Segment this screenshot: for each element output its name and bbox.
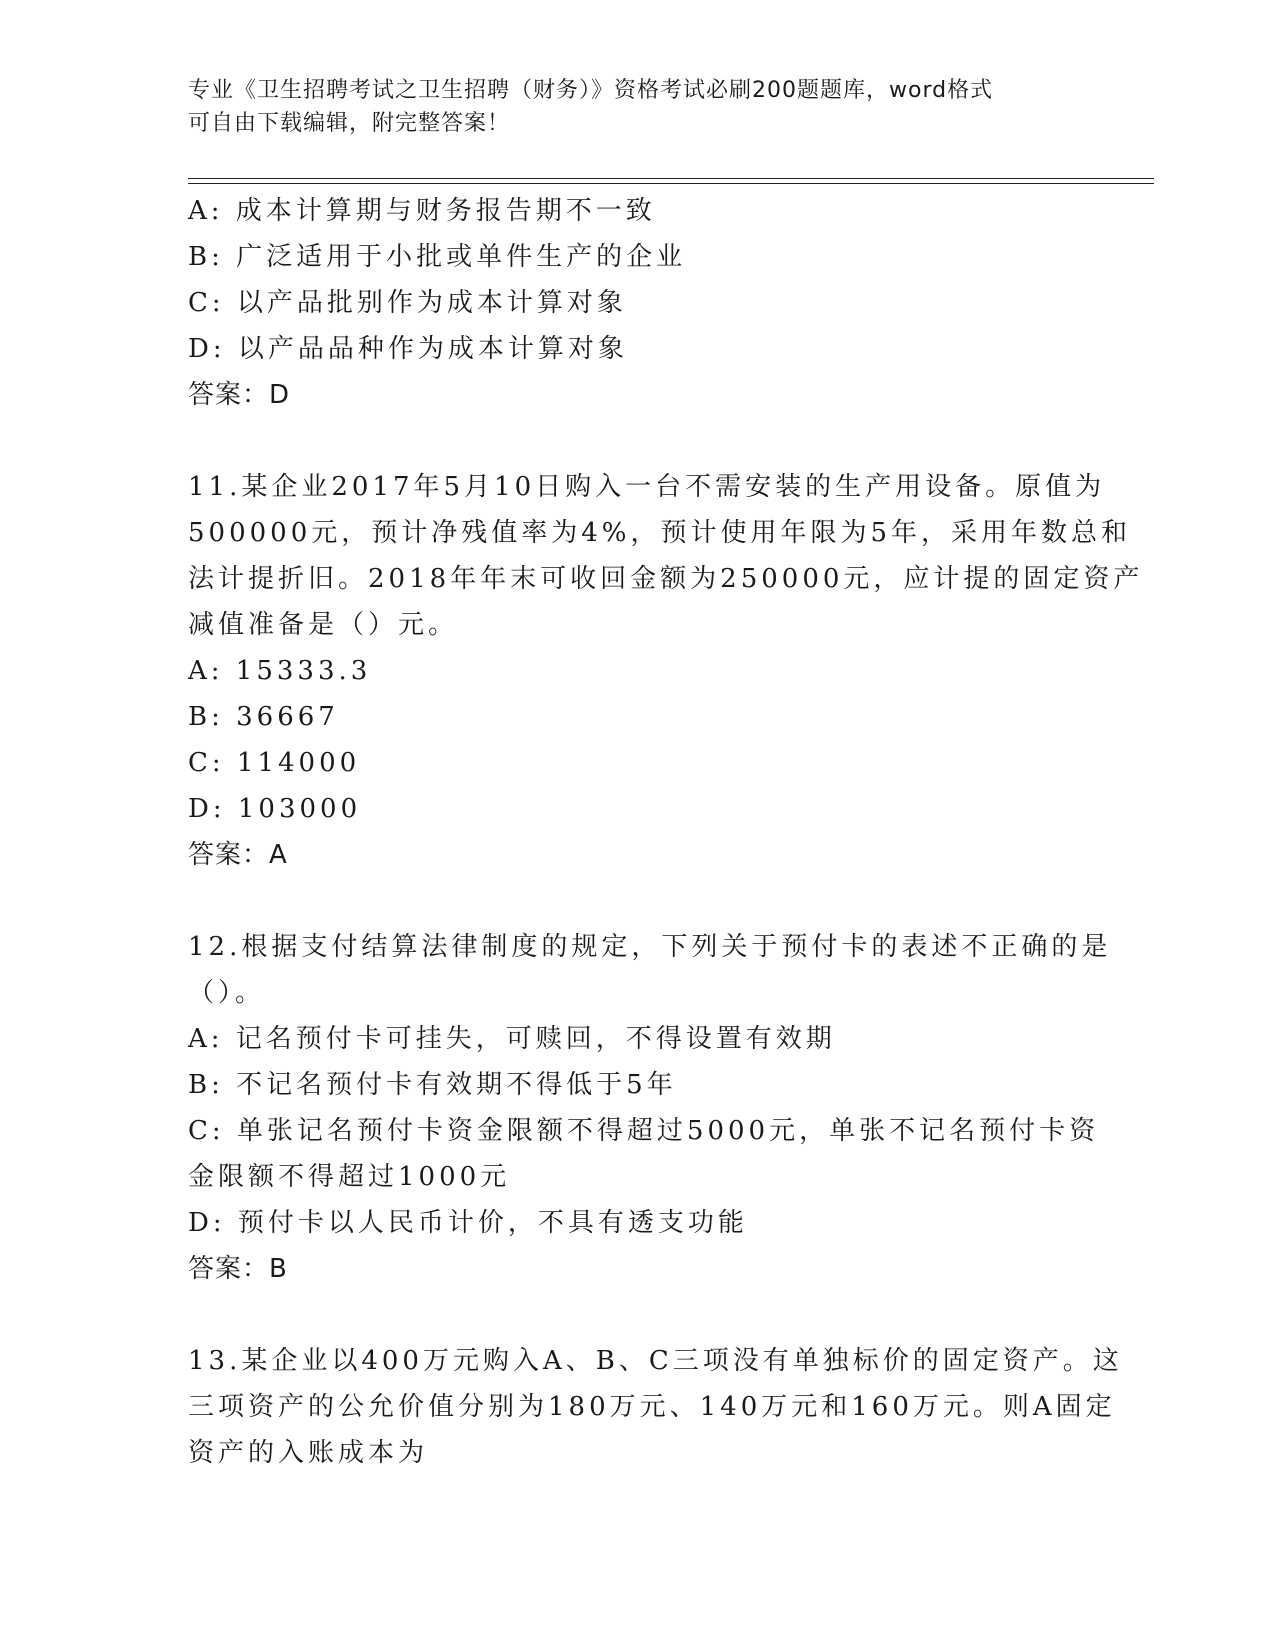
option-d: D: 103000 xyxy=(188,794,362,824)
answer: 答案：A xyxy=(188,840,288,870)
option-b: B: 广泛适用于小批或单件生产的企业 xyxy=(188,242,687,272)
question-text-line: （）。 xyxy=(188,978,266,1008)
question-10 xyxy=(188,188,1088,418)
question-text-line: 13.某企业以400万元购入A、B、C三项没有单独标价的固定资产。这 xyxy=(188,1346,1123,1376)
header-title-line-2: 可自由下载编辑，附完整答案！ xyxy=(188,111,511,136)
header-divider-top xyxy=(188,178,1154,179)
option-b: B: 36667 xyxy=(188,702,339,732)
option-c: C: 以产品批别作为成本计算对象 xyxy=(188,288,627,318)
option-c: C: 114000 xyxy=(188,748,361,778)
option-d: D: 预付卡以人民币计价，不具有透支功能 xyxy=(188,1208,748,1238)
question-text-line: 三项资产的公允价值分别为180万元、140万元和160万元。则A固定 xyxy=(188,1392,1116,1422)
answer: 答案：B xyxy=(188,1254,288,1284)
option-a: A: 15333.3 xyxy=(188,656,372,686)
header-divider-bottom xyxy=(188,183,1154,184)
question-text-line: 11.某企业2017年5月10日购入一台不需安装的生产用设备。原值为 xyxy=(188,472,1106,502)
option-c-continued: 金限额不得超过1000元 xyxy=(188,1162,511,1192)
answer: 答案：D xyxy=(188,380,291,410)
spacer xyxy=(188,418,1088,464)
document-header xyxy=(188,74,1088,140)
question-text-line: 500000元，预计净残值率为4%，预计使用年限为5年，采用年数总和 xyxy=(188,518,1132,548)
option-b: B: 不记名预付卡有效期不得低于5年 xyxy=(188,1070,677,1100)
option-c: C: 单张记名预付卡资金限额不得超过5000元，单张不记名预付卡资 xyxy=(188,1116,1100,1146)
question-12 xyxy=(188,924,1112,1292)
question-text-line: 法计提折旧。2018年年末可收回金额为250000元，应计提的固定资产 xyxy=(188,564,1144,594)
option-d: D: 以产品品种作为成本计算对象 xyxy=(188,334,628,364)
question-content xyxy=(188,188,1144,1476)
question-text-line: 资产的入账成本为 xyxy=(188,1438,429,1468)
question-13 xyxy=(188,1338,1123,1476)
question-11 xyxy=(188,464,1144,878)
option-a: A: 记名预付卡可挂失，可赎回，不得设置有效期 xyxy=(188,1024,836,1054)
question-text-line: 减值准备是（）元。 xyxy=(188,610,459,640)
option-a: A: 成本计算期与财务报告期不一致 xyxy=(188,196,656,226)
question-text-line: 12.根据支付结算法律制度的规定，下列关于预付卡的表述不正确的是 xyxy=(188,932,1112,962)
header-title-line-1: 专业《卫生招聘考试之卫生招聘（财务）》资格考试必刷200题题库，word格式 xyxy=(188,78,994,103)
spacer xyxy=(188,1292,1088,1338)
spacer xyxy=(188,878,1088,924)
